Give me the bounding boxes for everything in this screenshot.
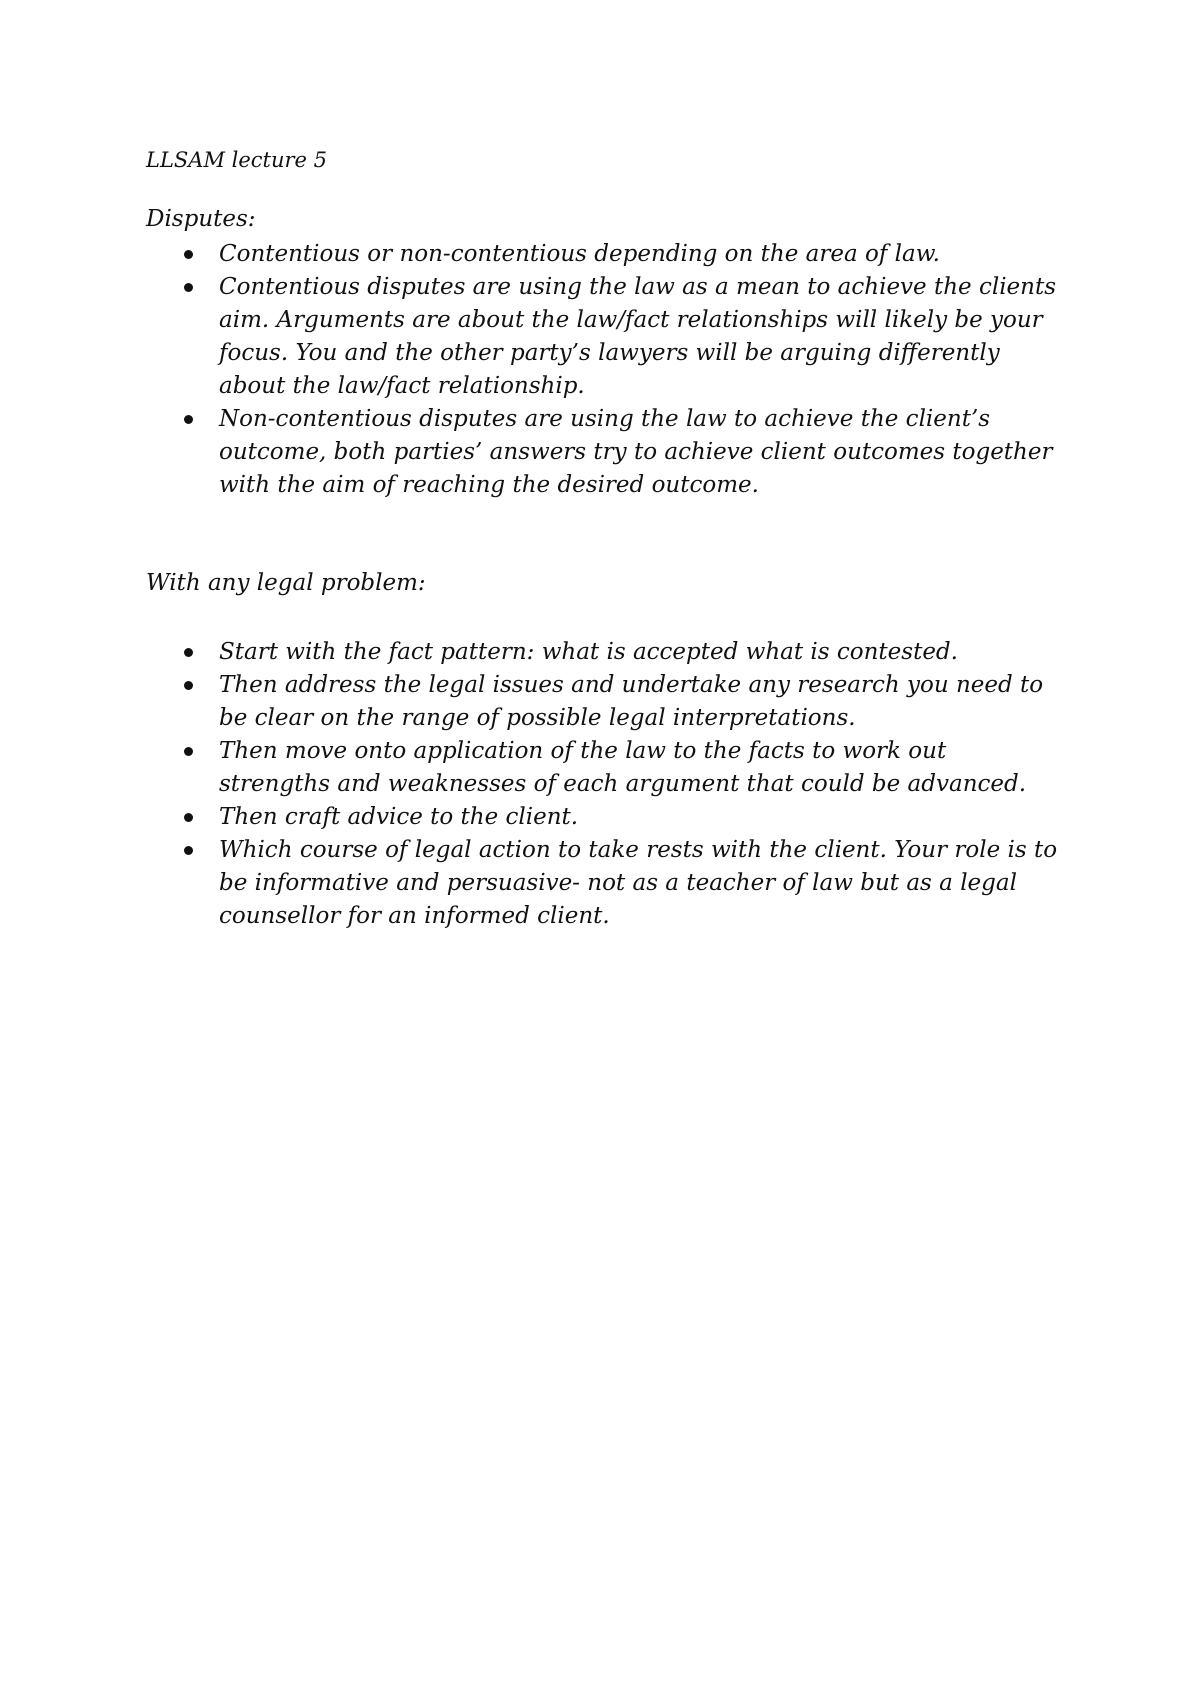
list-item (146, 403, 1076, 502)
list-item-line: Then move onto application of the law to the facts to work out (219, 738, 947, 764)
list-item-line: Non-contentious disputes are using the law to achieve the client’s (219, 406, 991, 432)
list-item (146, 238, 1076, 271)
document-title: LLSAM lecture 5 (146, 148, 327, 172)
list-item-line: Contentious or non-contentious depending on the area of law. (219, 241, 940, 267)
list-item-line: about the law/fact relationship. (219, 373, 585, 399)
bullet-icon (184, 846, 193, 855)
list-item-line: Which course of legal action to take rests with the client. Your role is to (219, 837, 1058, 863)
list-item-line: be informative and persuasive- not as a teacher of law but as a legal (219, 870, 1017, 896)
list-item (146, 636, 1076, 669)
bullet-icon (184, 250, 193, 259)
list-item-line: Contentious disputes are using the law as a mean to achieve the clients (219, 274, 1057, 300)
list-item (146, 735, 1076, 801)
list-item-line: Then address the legal issues and undertake any research you need to (219, 672, 1044, 698)
list-item-line: aim. Arguments are about the law/fact relationships will likely be your (219, 307, 1043, 333)
list-item (146, 271, 1076, 403)
list-item-line: with the aim of reaching the desired outcome. (219, 472, 759, 498)
bullet-icon (184, 747, 193, 756)
bullet-icon (184, 415, 193, 424)
bullet-icon (184, 648, 193, 657)
section-heading-disputes: Disputes: (146, 206, 256, 232)
list-item-line: be clear on the range of possible legal interpretations. (219, 705, 856, 731)
section-heading-legal-problem: With any legal problem: (146, 570, 426, 596)
list-item-line: focus. You and the other party’s lawyers will be arguing differently (219, 340, 1000, 366)
bullet-icon (184, 813, 193, 822)
bullet-icon (184, 681, 193, 690)
list-item (146, 801, 1076, 834)
list-item (146, 834, 1076, 933)
list-item-line: strengths and weaknesses of each argument that could be advanced. (219, 771, 1027, 797)
list-item-line: outcome, both parties’ answers try to achieve client outcomes together (219, 439, 1053, 465)
bullet-icon (184, 283, 193, 292)
list-item-line: counsellor for an informed client. (219, 903, 610, 929)
list-item (146, 669, 1076, 735)
disputes-bullet-list (146, 238, 1076, 502)
legal-problem-bullet-list (146, 636, 1076, 933)
list-item-line: Then craft advice to the client. (219, 804, 579, 830)
list-item-line: Start with the fact pattern: what is accepted what is contested. (219, 639, 958, 665)
